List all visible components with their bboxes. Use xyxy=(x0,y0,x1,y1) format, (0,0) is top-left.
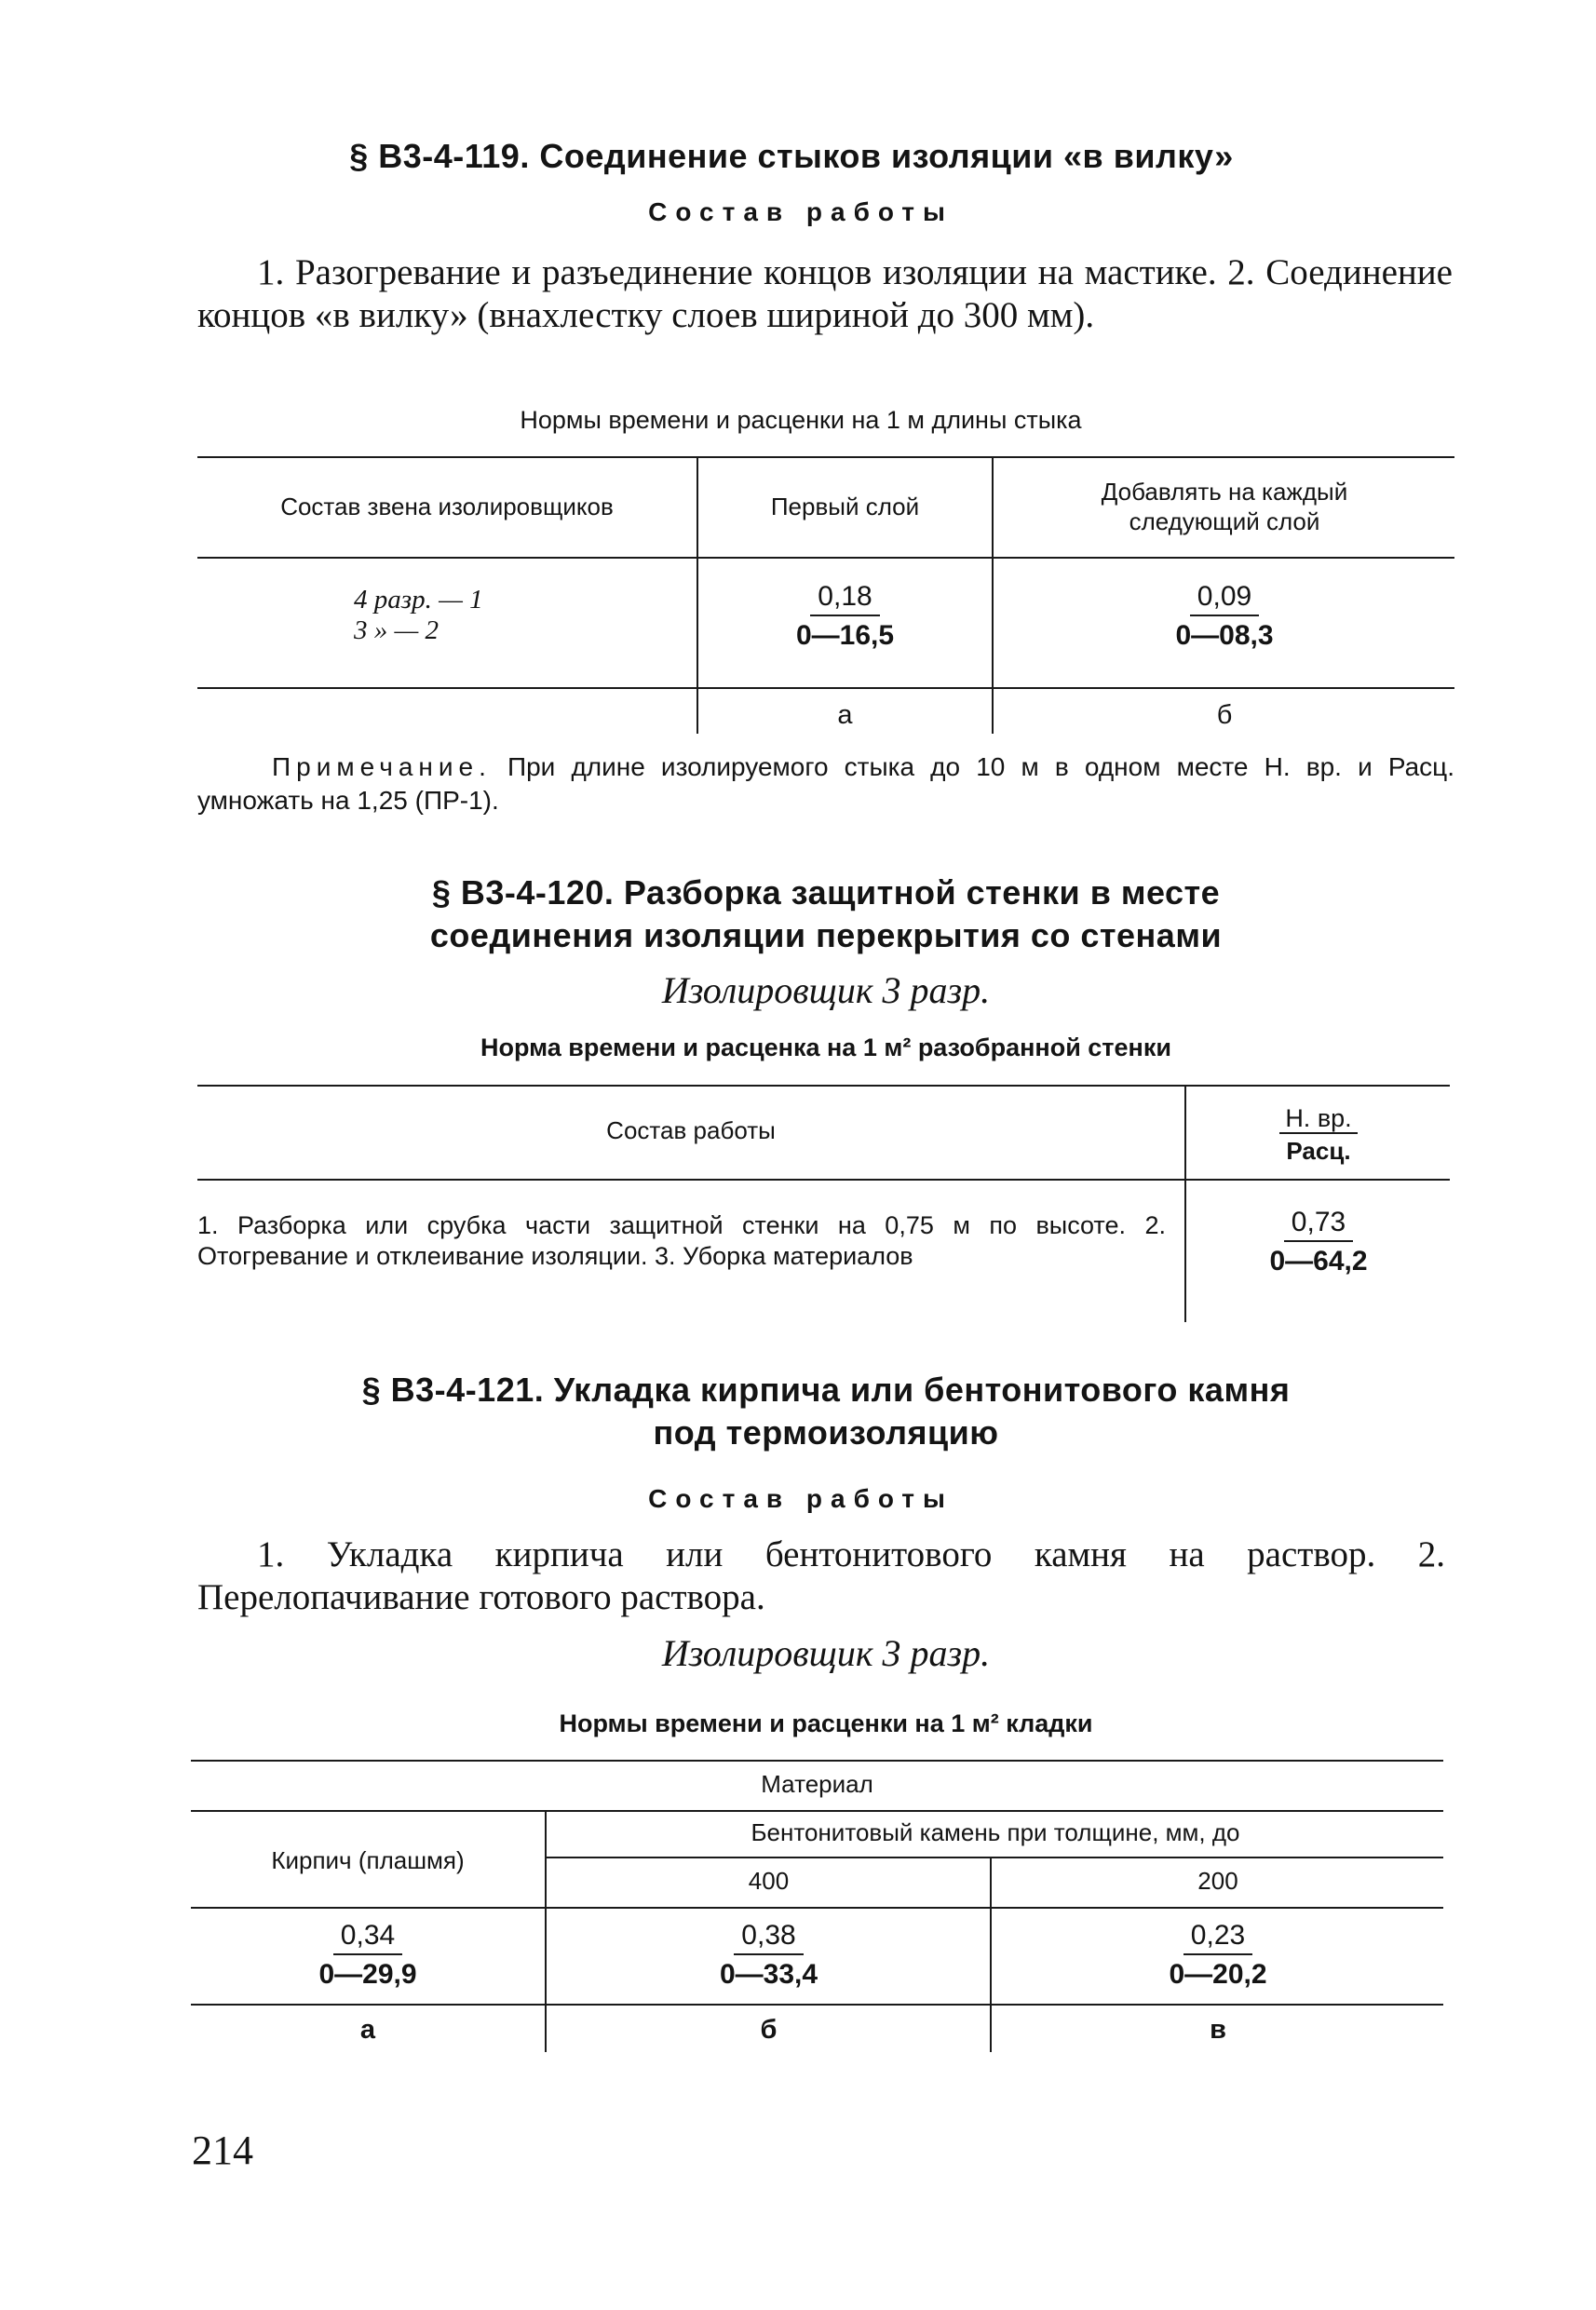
crew-line-2: 3 » — 2 xyxy=(354,615,440,645)
s120-table-caption: Норма времени и расценка на 1 м² разобранной стенки xyxy=(480,1033,1171,1061)
note-text: При длине изолируемого стыка до 10 м в одном месте Н. вр. и Расц. умножать на 1,25 (ПР-1). xyxy=(197,752,1454,815)
rate: 0—16,5 xyxy=(795,620,895,651)
s121-title-line1: § В3-4-121. Укладка кирпича или бентонитового камня xyxy=(361,1371,1291,1409)
s121-col-letter-b: б xyxy=(760,2015,778,2045)
norm-time: 0,73 xyxy=(1284,1207,1353,1242)
s120-value xyxy=(1187,1207,1450,1277)
s121-col-letter-c: в xyxy=(1210,2015,1226,2045)
s121-header-material: Материал xyxy=(761,1770,873,1798)
header-rate: Расц. xyxy=(1286,1137,1351,1165)
s121-title-line2: под термоизоляцию xyxy=(653,1413,999,1452)
s119-table-caption: Нормы времени и расценки на 1 м длины стыка xyxy=(520,406,1082,434)
s121-worker: Изолировщик 3 разр. xyxy=(661,1632,991,1674)
norm-time: 0,38 xyxy=(734,1920,803,1955)
s121-header-brick: Кирпич (плашмя) xyxy=(271,1846,465,1874)
s120-worker: Изолировщик 3 разр. xyxy=(661,969,991,1011)
s121-value-400 xyxy=(548,1920,990,1991)
s120-header-norm xyxy=(1187,1104,1450,1166)
s119-subtitle: Состав работы xyxy=(648,197,954,226)
rate: 0—29,9 xyxy=(318,1959,417,1990)
s121-subtitle: Состав работы xyxy=(648,1484,954,1513)
s119-header-first-layer: Первый слой xyxy=(770,493,920,520)
rate: 0—20,2 xyxy=(1169,1959,1267,1990)
s119-header-crew: Состав звена изолировщиков xyxy=(280,493,614,520)
s120-title-line1: § В3-4-120. Разборка защитной стенки в месте xyxy=(431,873,1221,912)
page-number: 214 xyxy=(192,2128,253,2173)
s121-value-200 xyxy=(993,1920,1443,1991)
s119-header-each-next-layer: Добавлять на каждый следующий слой xyxy=(1101,478,1348,535)
rate: 0—64,2 xyxy=(1269,1246,1368,1277)
norm-time: 0,09 xyxy=(1190,581,1259,616)
crew-line-1: 4 разр. — 1 xyxy=(354,585,483,615)
note-label: Примечание. xyxy=(272,752,492,781)
s120-work-text: 1. Разборка или срубка части защитной стенки на 0,75 м по высоте. 2. Отогревание и отклеивание изоляции. 3. Уборка материалов xyxy=(197,1211,1166,1270)
s119-crew-cell xyxy=(197,585,697,646)
s121-thickness-200: 200 xyxy=(1197,1867,1238,1895)
norm-time: 0,34 xyxy=(333,1920,402,1955)
header-norm-time: Н. вр. xyxy=(1279,1104,1357,1134)
s119-col-letter-a: а xyxy=(837,700,853,730)
norm-time: 0,18 xyxy=(810,581,879,616)
s121-col-letter-a: а xyxy=(359,2015,376,2045)
s120-header-work: Состав работы xyxy=(606,1116,776,1144)
s121-table-caption: Нормы времени и расценки на 1 м² кладки xyxy=(559,1709,1093,1737)
s120-title-line2: соединения изоляции перекрытия со стенами xyxy=(429,916,1223,954)
s119-value-next xyxy=(994,581,1454,652)
norm-time: 0,23 xyxy=(1183,1920,1252,1955)
rate: 0—08,3 xyxy=(1175,620,1274,651)
s119-title: § В3-4-119. Соединение стыков изоляции «в вилку» xyxy=(349,137,1234,175)
s119-note xyxy=(197,750,1454,817)
s121-value-brick xyxy=(191,1920,545,1991)
s119-col-letter-b: б xyxy=(1216,700,1233,730)
rate: 0—33,4 xyxy=(719,1959,818,1990)
s121-header-bentonite: Бентонитовый камень при толщине, мм, до xyxy=(751,1818,1240,1846)
s121-body: 1. Укладка кирпича или бентонитового камня на раствор. 2. Перелопачивание готового раствора. xyxy=(197,1534,1445,1617)
s121-thickness-400: 400 xyxy=(748,1867,790,1895)
s119-body: 1. Разогревание и разъединение концов изоляции на мастике. 2. Соединение концов «в вилку» (внахлестку слоев шириной до 300 мм). xyxy=(197,252,1453,335)
s119-value-first xyxy=(698,581,992,652)
